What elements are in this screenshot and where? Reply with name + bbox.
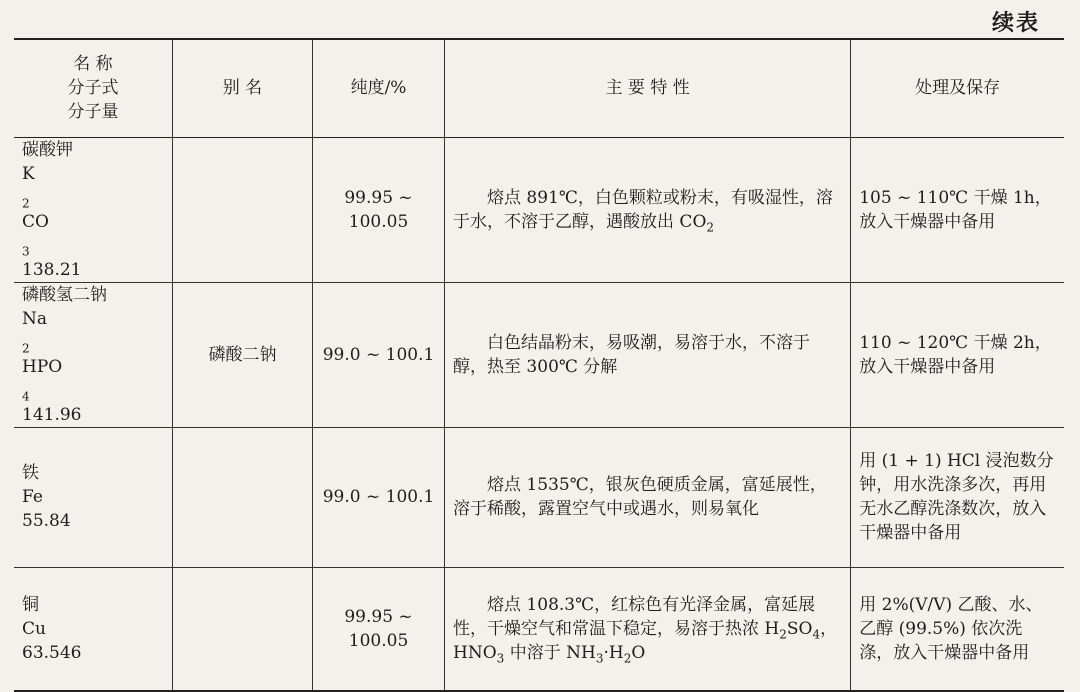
text-segment: 白色结晶粉末，易吸潮，易溶于水，不溶于醇，热至 300℃ 分解 [453,332,811,377]
molecular-formula [22,307,164,403]
cell-properties [445,137,851,282]
cell-handling: 105 ~ 110℃ 干燥 1h，放入干燥器中备用 [851,137,1064,282]
cell-name [14,567,172,691]
subscript-text: 2 [779,627,787,642]
table-row [14,282,1064,427]
name-stack [22,461,164,533]
text-segment: SO [786,618,813,639]
compound-name: 铜 [22,594,39,615]
cell-handling: 110 ~ 120℃ 干燥 2h，放入干燥器中备用 [851,282,1064,427]
cell-alias [172,567,312,691]
header-purity: 纯度/% [313,39,445,137]
subscript-text: 4 [812,627,821,642]
cell-properties [445,427,851,567]
text-segment: 熔点 891℃，白色颗粒或粉末，有吸湿性，溶于水，不溶于乙醇，遇酸放出 CO [453,187,833,232]
header-name [14,39,172,137]
molecular-weight: 141.96 [22,404,82,425]
header-handling: 处理及保存 [851,39,1064,137]
molecular-formula [22,617,164,641]
molecular-weight: 63.546 [22,642,82,663]
header-name-line: 名 称 [73,54,113,75]
text-segment: HPO [22,356,63,377]
compound-name: 铁 [22,463,39,483]
cell-properties [445,567,851,691]
molecular-formula [22,162,164,258]
subscript-text: 2 [22,340,30,355]
cell-properties [445,282,851,427]
subscript-text: 4 [22,388,30,403]
molecular-weight: 55.84 [22,511,71,531]
cell-purity: 99.95 ~ 100.05 [313,137,445,282]
table-row [14,427,1064,567]
header-mw-line: 分子量 [67,102,119,123]
text-segment: 中溶于 NH [504,642,596,663]
reagent-table [14,38,1064,692]
text-segment: 熔点 108.3℃，红棕色有光泽金属，富延展性，干燥空气和常温下稳定，易溶于热浓 H [453,594,816,639]
header-formula-line: 分子式 [67,78,119,99]
subscript-text: 3 [595,651,604,666]
cell-purity: 99.95 ~ 100.05 [313,567,445,691]
table-row [14,137,1064,282]
compound-name: 磷酸氢二钠 [22,284,107,305]
cell-name [14,282,172,427]
molecular-formula [22,485,164,509]
cell-alias [172,427,312,567]
cell-name [14,137,172,282]
cell-handling: 用 2%(V/V) 乙酸、水、乙醇 (99.5%) 依次洗涤，放入干燥器中备用 [851,567,1064,691]
cell-alias [172,137,312,282]
text-segment: 熔点 1535℃，银灰色硬质金属，富延展性，溶于稀酸，露置空气中或遇水，则易氧化 [453,475,827,519]
text-segment: Na [22,308,48,329]
compound-name: 碳酸钾 [22,139,73,160]
subscript-text: 2 [22,195,30,210]
cell-alias: 磷酸二钠 [172,282,312,427]
table-row [14,567,1064,691]
text-segment: Fe [22,487,43,507]
cell-name [14,427,172,567]
header-alias: 别 名 [172,39,312,137]
subscript-text: 3 [496,651,505,666]
subscript-text: 2 [623,651,632,666]
cell-purity: 99.0 ~ 100.1 [313,427,445,567]
text-segment: ·H [603,642,624,663]
subscript-text: 3 [22,243,30,258]
text-segment: ，HNO [453,618,838,663]
name-stack [22,283,164,427]
name-stack [22,138,164,282]
text-segment: Cu [22,618,46,639]
continued-label: 续表 [991,10,1040,36]
text-segment: CO [22,211,49,232]
text-segment: K [22,163,35,184]
text-segment: O [631,642,646,663]
subscript-text: 2 [706,219,715,234]
name-stack [22,593,164,665]
table-header-row [14,39,1064,137]
cell-handling: 用 (1 + 1) HCl 浸泡数分钟，用水洗涤多次，再用无水乙醇洗涤数次，放入干燥器中备用 [851,427,1064,567]
cell-purity: 99.0 ~ 100.1 [313,282,445,427]
header-properties: 主 要 特 性 [445,39,851,137]
molecular-weight: 138.21 [22,259,82,280]
